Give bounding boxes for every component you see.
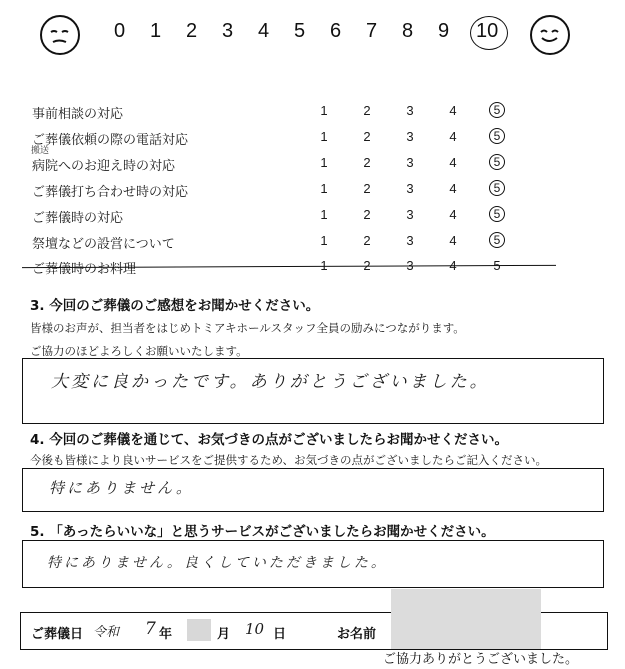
question-4-title: 4. 今回のご葬儀を通じて、お気づきの点がございましたらお聞かせください。 [30,432,508,448]
rating-option[interactable]: 1 [320,207,328,222]
scale-number[interactable]: 2 [186,20,198,42]
rating-option-selected[interactable]: 5 [489,128,505,144]
month-label: 月 [217,627,231,642]
rating-option[interactable]: 1 [320,129,328,144]
thanks-message: ご協力ありがとうございました。 [383,652,579,667]
day-value[interactable]: 10 [245,620,265,638]
rating-option[interactable]: 3 [406,233,414,248]
footer-info-box [20,612,608,650]
scale-number[interactable]: 6 [330,20,342,42]
rating-option[interactable]: 2 [363,233,371,248]
question-3-answer: 大変に良かったです。ありがとうございました。 [51,372,490,392]
question-3-description-2: ご協力のほどよろしくお願いいたします。 [30,344,248,358]
rating-option[interactable]: 3 [406,207,414,222]
rating-option[interactable]: 4 [449,233,457,248]
question-5-answer: 特にありません。良くしていただきました。 [47,555,388,571]
scale-number[interactable]: 4 [258,20,270,42]
rating-option[interactable]: 5 [493,258,501,273]
question-4-description: 今後も皆様により良いサービスをご提供するため、お気づきの点がございましたらご記入ください。 [30,453,548,467]
redacted-name [391,589,541,649]
rating-row-label: ご葬儀依頼の際の電話対応 [32,133,189,148]
rating-option[interactable]: 1 [320,155,328,170]
handwritten-note: 搬送 [31,146,50,156]
rating-option-selected[interactable]: 5 [489,154,505,170]
scale-number[interactable]: 9 [438,20,450,42]
rating-option-selected[interactable]: 5 [489,102,505,118]
scale-number-selected[interactable]: 10 [476,20,499,42]
rating-option[interactable]: 1 [320,181,328,196]
rating-option[interactable]: 4 [449,103,457,118]
year-value[interactable]: 7 [145,619,156,639]
rating-row-label: 事前相談の対応 [32,107,124,122]
rating-option[interactable]: 1 [320,233,328,248]
scale-number[interactable]: 1 [150,20,162,42]
day-label: 日 [273,627,287,642]
rating-option[interactable]: 1 [320,103,328,118]
rating-option-selected[interactable]: 5 [489,180,505,196]
funeral-date-label: ご葬儀日 [31,627,84,642]
rating-option-selected[interactable]: 5 [489,232,505,248]
smile-face-icon [530,15,570,55]
rating-option[interactable]: 2 [363,155,371,170]
rating-option[interactable]: 1 [320,258,328,273]
name-label: お名前 [337,627,377,642]
rating-row-label: ご葬儀時の対応 [32,211,124,226]
scale-number[interactable]: 8 [402,20,414,42]
scale-number[interactable]: 5 [294,20,306,42]
rating-row-label: 祭壇などの設営について [32,237,175,252]
scale-number[interactable]: 3 [222,20,234,42]
question-4-answer: 特にありません。 [49,479,194,497]
rating-option[interactable]: 2 [363,258,371,273]
sad-face-icon [40,15,80,55]
rating-option[interactable]: 4 [449,181,457,196]
question-3-title: 3. 今回のご葬儀のご感想をお聞かせください。 [30,298,320,314]
rating-option[interactable]: 2 [363,207,371,222]
question-3-answer-box[interactable] [22,358,604,424]
question-5-answer-box[interactable] [22,540,604,588]
rating-option[interactable]: 2 [363,181,371,196]
rating-option[interactable]: 4 [449,258,457,273]
rating-option[interactable]: 2 [363,103,371,118]
redacted-month [187,619,211,641]
question-3-description: 皆様のお声が、担当者をはじめトミアキホールスタッフ全員の励みにつながります。 [30,321,465,335]
scale-number[interactable]: 7 [366,20,378,42]
rating-option[interactable]: 4 [449,207,457,222]
selected-score-circle [470,16,508,50]
rating-option[interactable]: 3 [406,129,414,144]
scale-number[interactable]: 0 [114,20,126,42]
rating-option[interactable]: 4 [449,155,457,170]
rating-option-selected[interactable]: 5 [489,206,505,222]
rating-option[interactable]: 3 [406,103,414,118]
era-value[interactable]: 令和 [93,625,120,640]
rating-option[interactable]: 3 [406,181,414,196]
question-4-answer-box[interactable] [22,468,604,512]
rating-row-label: ご葬儀時のお料理 [32,262,137,277]
rating-option[interactable]: 3 [406,258,414,273]
rating-row-label: ご葬儀打ち合わせ時の対応 [32,185,189,200]
rating-row-label: 病院へのお迎え時の対応 [32,159,176,174]
question-5-title: 5. 「あったらいいな」と思うサービスがございましたらお聞かせください。 [30,524,495,540]
year-label: 年 [159,627,173,642]
rating-option[interactable]: 3 [406,155,414,170]
rating-option[interactable]: 4 [449,129,457,144]
rating-option[interactable]: 2 [363,129,371,144]
